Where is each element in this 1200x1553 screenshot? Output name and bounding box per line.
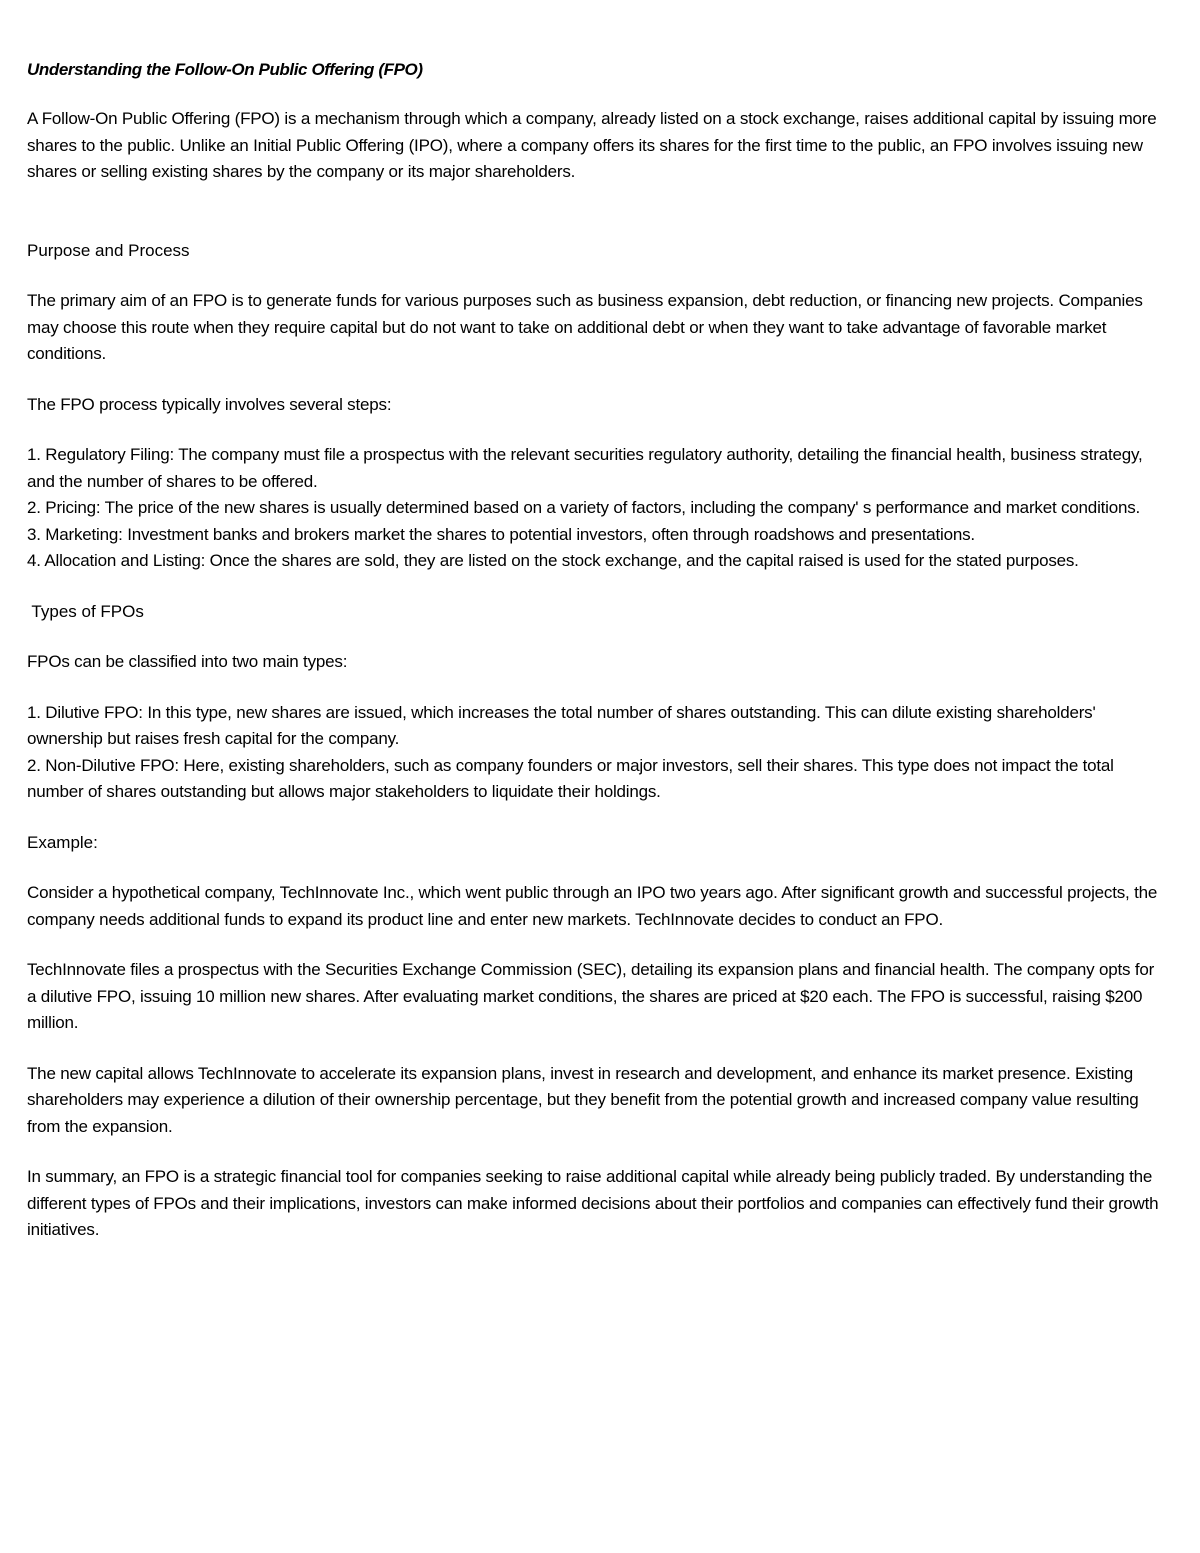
- example-paragraph: The new capital allows TechInnovate to accelerate its expansion plans, invest in research and development, and enhance its market presence. Existing shareholders may experience a dilution of their ownership percentage, but they benefit from the potential growth and increased company value resulting from the expansion.: [27, 1063, 1139, 1136]
- example-paragraph: Consider a hypothetical company, TechInnovate Inc., which went public through an IPO two years ago. After significant growth and successful projects, the company needs additional funds to expand its product line and enter new markets. TechInnovate decides to conduct an FPO.: [27, 883, 1158, 929]
- steps-list: [27, 442, 1167, 575]
- list-item: 2. Non-Dilutive FPO: Here, existing shareholders, such as company founders or major investors, sell their shares. This type does not impact the total number of shares outstanding but allows major stakeholders to liquidate their holdings.: [27, 755, 1114, 801]
- types-intro: FPOs can be classified into two main types:: [27, 652, 348, 671]
- list-item: 4. Allocation and Listing: Once the shares are sold, they are listed on the stock exchange, and the capital raised is used for the stated purposes.: [27, 551, 1079, 570]
- intro-paragraph: A Follow-On Public Offering (FPO) is a mechanism through which a company, already listed on a stock exchange, raises additional capital by issuing more shares to the public. Unlike an Initial Public Offering (IPO), where a company offers its shares for the first time to the public, an FPO involves issuing new shares or selling existing shares by the company or its major shareholders.: [27, 109, 1157, 181]
- list-item: 2. Pricing: The price of the new shares is usually determined based on a variety of factors, including the company' s performance and market conditions.: [27, 498, 1141, 517]
- document-page: [27, 58, 1167, 1268]
- summary-paragraph: In summary, an FPO is a strategic financial tool for companies seeking to raise additional capital while already being publicly traded. By understanding the different types of FPOs and their implications, investors can make informed decisions about their portfolios and companies can effectively fund their growth initiatives.: [27, 1167, 1159, 1239]
- section-heading-types: Types of FPOs: [27, 601, 144, 621]
- list-item: 3. Marketing: Investment banks and brokers market the shares to potential investors, often through roadshows and presentations.: [27, 524, 975, 544]
- section-heading-purpose: Purpose and Process: [27, 240, 190, 260]
- types-list: [27, 700, 1167, 806]
- document-title: Understanding the Follow-On Public Offering (FPO): [27, 60, 423, 79]
- example-paragraph: TechInnovate files a prospectus with the Securities Exchange Commission (SEC), detailing its expansion plans and financial health. The company opts for a dilutive FPO, issuing 10 million new shares. After evaluating market conditions, the shares are priced at $20 each. The FPO is successful, raising $200 million.: [27, 960, 1155, 1032]
- purpose-paragraph: The primary aim of an FPO is to generate funds for various purposes such as business expansion, debt reduction, or financing new projects. Companies may choose this route when they require capital but do not want to take on additional debt or when they want to take advantage of favorable market conditions.: [27, 291, 1143, 363]
- list-item: 1. Regulatory Filing: The company must file a prospectus with the relevant securities regulatory authority, detailing the financial health, business strategy, and the number of shares to be offered.: [27, 445, 1143, 491]
- section-heading-example: Example:: [27, 832, 98, 852]
- steps-intro: The FPO process typically involves several steps:: [27, 394, 392, 414]
- list-item: 1. Dilutive FPO: In this type, new shares are issued, which increases the total number of shares outstanding. This can dilute existing shareholders' ownership but raises fresh capital for the company.: [27, 702, 1096, 748]
